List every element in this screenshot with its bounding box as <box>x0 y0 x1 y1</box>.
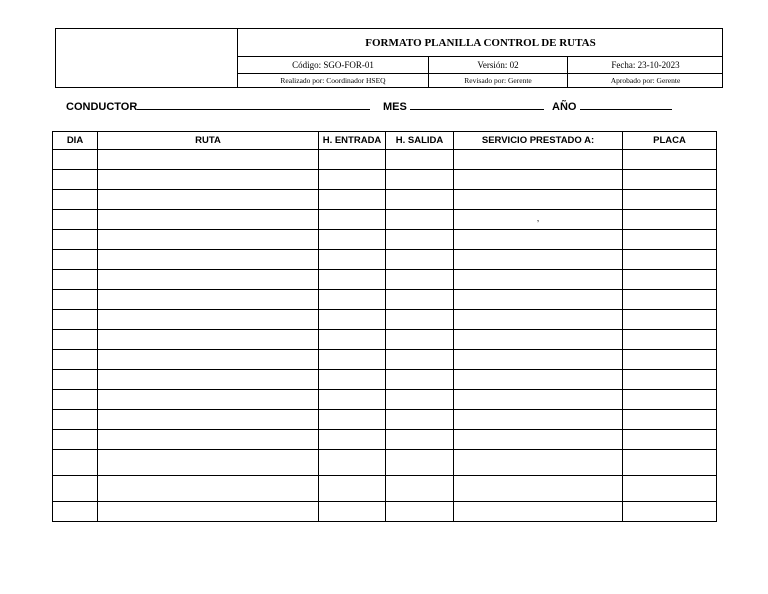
table-row <box>53 210 717 230</box>
form-title: FORMATO PLANILLA CONTROL DE RUTAS <box>238 29 723 57</box>
table-cell[interactable] <box>623 502 717 522</box>
table-cell[interactable] <box>319 410 386 430</box>
table-cell[interactable] <box>53 450 98 476</box>
table-row <box>53 502 717 522</box>
table-cell[interactable] <box>98 310 319 330</box>
table-cell[interactable] <box>386 270 454 290</box>
version-label: Versión: 02 <box>429 57 568 73</box>
table-cell[interactable] <box>623 250 717 270</box>
table-cell[interactable] <box>319 190 386 210</box>
table-cell[interactable] <box>53 170 98 190</box>
anio-field[interactable] <box>552 99 672 113</box>
table-cell[interactable] <box>53 310 98 330</box>
table-cell[interactable] <box>53 350 98 370</box>
table-cell[interactable] <box>386 410 454 430</box>
made-by-label: Realizado por: Coordinador HSEQ <box>238 74 429 87</box>
table-cell[interactable] <box>319 270 386 290</box>
table-row <box>53 476 717 502</box>
table-cell[interactable] <box>53 150 98 170</box>
table-cell[interactable] <box>623 270 717 290</box>
table-cell[interactable] <box>623 230 717 250</box>
anio-line[interactable] <box>580 99 672 110</box>
table-cell[interactable] <box>386 476 454 502</box>
table-cell[interactable] <box>454 270 623 290</box>
table-row <box>53 170 717 190</box>
anio-label: AÑO <box>552 101 577 113</box>
table-cell[interactable] <box>98 210 319 230</box>
header-meta-row <box>238 57 723 74</box>
table-cell[interactable] <box>98 502 319 522</box>
table-row <box>53 250 717 270</box>
header-approval-row <box>238 74 723 87</box>
table-cell[interactable] <box>53 370 98 390</box>
table-cell[interactable] <box>454 476 623 502</box>
conductor-field[interactable] <box>66 99 370 113</box>
routes-table <box>52 131 717 522</box>
table-cell[interactable] <box>386 390 454 410</box>
table-cell[interactable] <box>454 370 623 390</box>
table-cell[interactable] <box>319 230 386 250</box>
table-cell[interactable] <box>623 476 717 502</box>
table-cell[interactable] <box>319 210 386 230</box>
table-row <box>53 370 717 390</box>
table-cell[interactable] <box>53 502 98 522</box>
table-cell[interactable] <box>98 330 319 350</box>
table-cell[interactable] <box>98 476 319 502</box>
table-cell[interactable] <box>53 430 98 450</box>
table-cell[interactable] <box>623 410 717 430</box>
table-row <box>53 310 717 330</box>
table-cell[interactable] <box>454 350 623 370</box>
table-cell[interactable] <box>319 310 386 330</box>
table-cell[interactable] <box>53 210 98 230</box>
table-cell[interactable] <box>454 210 623 230</box>
table-cell[interactable] <box>319 502 386 522</box>
table-row <box>53 190 717 210</box>
table-cell[interactable] <box>454 250 623 270</box>
mes-line[interactable] <box>410 99 544 110</box>
table-cell[interactable] <box>454 230 623 250</box>
table-cell[interactable] <box>98 190 319 210</box>
table-cell[interactable] <box>53 250 98 270</box>
table-cell[interactable] <box>623 430 717 450</box>
table-cell[interactable] <box>454 502 623 522</box>
table-cell[interactable] <box>386 330 454 350</box>
col-h-entrada: H. ENTRADA <box>319 132 386 150</box>
table-cell[interactable] <box>386 210 454 230</box>
table-cell[interactable] <box>319 250 386 270</box>
table-cell[interactable] <box>98 430 319 450</box>
table-cell[interactable] <box>98 150 319 170</box>
table-cell[interactable] <box>386 190 454 210</box>
table-cell[interactable] <box>319 170 386 190</box>
table-cell[interactable] <box>319 476 386 502</box>
table-cell[interactable] <box>454 410 623 430</box>
table-cell[interactable] <box>623 170 717 190</box>
table-cell[interactable] <box>98 270 319 290</box>
table-row <box>53 230 717 250</box>
table-cell[interactable] <box>623 290 717 310</box>
table-cell[interactable] <box>319 290 386 310</box>
table-cell[interactable] <box>454 170 623 190</box>
table-cell[interactable] <box>319 450 386 476</box>
table-row <box>53 150 717 170</box>
table-row <box>53 350 717 370</box>
table-cell[interactable] <box>98 410 319 430</box>
conductor-line[interactable] <box>137 99 370 110</box>
mes-label: MES <box>383 101 407 113</box>
conductor-label: CONDUCTOR <box>66 101 138 113</box>
table-cell[interactable] <box>386 430 454 450</box>
table-cell[interactable] <box>454 190 623 210</box>
table-cell[interactable] <box>386 230 454 250</box>
table-cell[interactable] <box>98 170 319 190</box>
col-dia: DIA <box>53 132 98 150</box>
table-cell[interactable] <box>319 150 386 170</box>
table-cell[interactable] <box>454 150 623 170</box>
table-cell[interactable] <box>98 250 319 270</box>
table-cell[interactable] <box>454 390 623 410</box>
col-placa: PLACA <box>623 132 717 150</box>
table-cell[interactable] <box>319 330 386 350</box>
table-cell[interactable] <box>454 450 623 476</box>
table-cell[interactable] <box>53 230 98 250</box>
table-cell[interactable] <box>386 250 454 270</box>
table-cell[interactable] <box>623 370 717 390</box>
table-cell[interactable] <box>623 310 717 330</box>
col-servicio: SERVICIO PRESTADO A: <box>454 132 623 150</box>
table-cell[interactable] <box>98 370 319 390</box>
table-cell[interactable] <box>53 190 98 210</box>
table-cell[interactable] <box>386 350 454 370</box>
table-row <box>53 290 717 310</box>
table-cell[interactable] <box>623 450 717 476</box>
col-ruta: RUTA <box>98 132 319 150</box>
table-cell[interactable] <box>98 390 319 410</box>
table-cell[interactable] <box>623 330 717 350</box>
table-cell[interactable] <box>98 290 319 310</box>
table-cell[interactable] <box>53 270 98 290</box>
table-cell[interactable] <box>98 230 319 250</box>
table-cell[interactable] <box>454 290 623 310</box>
document-header <box>55 28 723 88</box>
table-cell[interactable] <box>454 310 623 330</box>
table-row <box>53 330 717 350</box>
table-cell[interactable] <box>53 330 98 350</box>
stray-mark: , <box>536 212 540 223</box>
table-cell[interactable] <box>386 170 454 190</box>
date-label: Fecha: 23-10-2023 <box>611 60 680 70</box>
table-cell[interactable] <box>98 450 319 476</box>
table-cell[interactable] <box>386 290 454 310</box>
table-cell[interactable] <box>386 310 454 330</box>
table-cell[interactable] <box>319 350 386 370</box>
table-cell[interactable] <box>386 502 454 522</box>
table-cell[interactable] <box>386 150 454 170</box>
table-cell[interactable] <box>623 150 717 170</box>
approved-by-label: Aprobado por: Gerente <box>610 76 681 85</box>
table-cell[interactable] <box>623 190 717 210</box>
table-cell[interactable] <box>319 430 386 450</box>
table-cell[interactable] <box>386 450 454 476</box>
col-h-salida: H. SALIDA <box>386 132 454 150</box>
reviewed-by-label: Revisado por: Gerente <box>429 74 568 87</box>
table-cell[interactable] <box>623 210 717 230</box>
table-cell[interactable] <box>623 350 717 370</box>
table-cell[interactable] <box>454 430 623 450</box>
table-row <box>53 430 717 450</box>
logo-placeholder <box>56 29 238 87</box>
code-label: Código: SGO-FOR-01 <box>238 57 429 73</box>
table-cell[interactable] <box>454 330 623 350</box>
table-cell[interactable] <box>53 410 98 430</box>
table-cell[interactable] <box>98 350 319 370</box>
table-cell[interactable] <box>53 290 98 310</box>
table-row <box>53 450 717 476</box>
table-row <box>53 410 717 430</box>
table-row <box>53 270 717 290</box>
table-cell[interactable] <box>623 390 717 410</box>
table-cell[interactable] <box>386 370 454 390</box>
table-header-row <box>53 132 717 150</box>
table-cell[interactable] <box>319 390 386 410</box>
table-cell[interactable] <box>53 476 98 502</box>
table-cell[interactable] <box>53 390 98 410</box>
table-row <box>53 390 717 410</box>
table-cell[interactable] <box>319 370 386 390</box>
mes-field[interactable] <box>383 99 544 113</box>
